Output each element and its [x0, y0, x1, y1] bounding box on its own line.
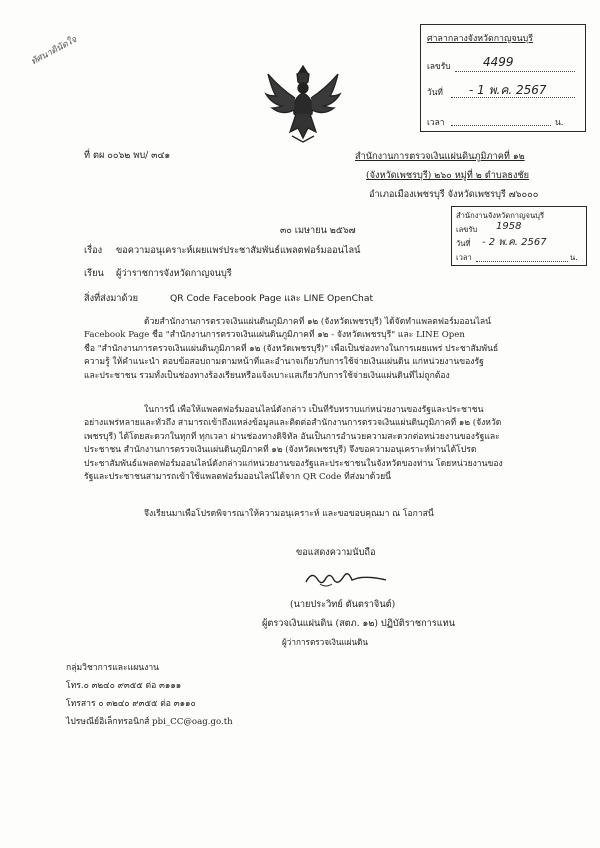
- stamp-receipt-number: 4499: [483, 55, 514, 69]
- signer-name: (นายประวิทย์ ตันตราจินต์): [290, 599, 396, 610]
- body-paragraph-3: [144, 508, 544, 521]
- paragraph-2-line: ในการนี้ เพื่อให้แพลตฟอร์มออนไลน์ดังกล่าว เป็นที่รับทราบแก่หน่วยงานของรัฐและประชาชน: [144, 405, 484, 415]
- document-date: ๓๐ เมษายน ๒๕๖๗: [280, 225, 356, 236]
- stamp2-time-unit: น.: [570, 253, 578, 262]
- attachment-text: QR Code Facebook Page และ LINE OpenChat: [170, 293, 374, 304]
- subject-text: ขอความอนุเคราะห์เผยแพร่ประชาสัมพันธ์แพลตฟอร์มออนไลน์: [116, 245, 361, 256]
- stamp-time-label: เวลา: [427, 117, 445, 127]
- paragraph-1-line: ชื่อ "สำนักงานการตรวจเงินแผ่นดินภูมิภาคที่ ๑๒ (จังหวัดเพชรบุรี)" เพื่อเป็นช่องทางในการเผยแพร่ ประชาสัมพันธ์: [84, 343, 499, 354]
- stamp-date-value: - 1 พ.ค. 2567: [469, 83, 547, 97]
- paragraph-1-line: และประชาชน รวมทั้งเป็นช่องทางร้องเรียนหรือแจ้งเบาะแสเกี่ยวกับการใช้จ่ายเงินแผ่นดินที่ไม่ถูกต้อง: [84, 370, 450, 381]
- signature-icon: [300, 566, 392, 592]
- stamp-date-dots: [451, 97, 575, 98]
- paragraph-1-line: Facebook Page ชื่อ "สำนักงานการตรวจเงินแผ่นดินภูมิภาคที่ ๑๒ - จังหวัดเพชรบุรี" และ LINE Open: [84, 330, 465, 341]
- receipt-stamp-provincial-hall: [420, 24, 586, 132]
- paragraph-3-line: จึงเรียนมาเพื่อโปรดพิจารณาให้ความอนุเคราะห์ และขอขอบคุณมา ณ โอกาสนี้: [144, 509, 434, 519]
- stamp2-date-label: วันที่: [456, 239, 471, 248]
- stamp-title: ศาลากลางจังหวัดกาญจนบุรี: [427, 34, 533, 44]
- closing-salutation: ขอแสดงความนับถือ: [296, 547, 376, 558]
- receipt-stamp-provincial-office: [451, 206, 587, 266]
- stamp2-time-label: เวลา: [456, 253, 472, 262]
- garuda-emblem-icon: [262, 58, 344, 144]
- paragraph-2-line: อย่างแพร่หลายและทั่วถึง สามารถเข้าถึงแหล่งข้อมูลและติดต่อสำนักงานการตรวจเงินแผ่นดินภูมิภาคที่ ๑๒ (จังหวัด: [84, 418, 502, 429]
- document-number: ที่ ตผ ๐๐๖๒ พบ/ ๓๔๑: [84, 150, 171, 161]
- paragraph-2-line: รัฐและประชาชนสามารถเข้าใช้แพลตฟอร์มออนไลน์ได้จาก QR Code ที่ส่งมาด้วยนี้: [84, 472, 392, 483]
- paragraph-2-line: เพชรบุรี) ได้โดยสะดวกในทุกที่ ทุกเวลา ผ่านช่องทางดิจิทัล อันเป็นการอำนวยความสะดวกต่อหน่วยงานของรัฐและ: [84, 431, 500, 442]
- stamp-time-dots: [451, 125, 551, 126]
- paragraph-2-line: ประชาชน สำนักงานการตรวจเงินแผ่นดินภูมิภาคที่ ๑๒ (จังหวัดเพชรบุรี) จึงขอความอนุเคราะห์ท่านได้โปรด: [84, 445, 477, 456]
- stamp2-receipt-number: 1958: [496, 221, 522, 232]
- stamp2-time-dots: [476, 261, 568, 262]
- signer-title-2: ผู้ว่าการตรวจเงินแผ่นดิน: [282, 637, 369, 647]
- subject-label: เรื่อง: [84, 245, 103, 256]
- contact-department: กลุ่มวิชาการและแผนงาน: [66, 663, 160, 673]
- recipient-text: ผู้ว่าราชการจังหวัดกาญจนบุรี: [116, 268, 232, 279]
- handwritten-note: ทัศนาดินัดใจ: [29, 34, 79, 68]
- stamp2-date-value: - 2 พ.ค. 2567: [482, 237, 547, 248]
- stamp2-title: สำนักงานจังหวัดกาญจนบุรี: [456, 211, 545, 220]
- paragraph-1-line: ความรู้ ให้คำแนะนำ ตอบข้อสอบถามตามหน้าที่และอำนาจเกี่ยวกับการใช้จ่ายเงินแผ่นดิน แก่หน่วยงานของรัฐ: [84, 357, 484, 368]
- sender-line-3: อำเภอเมืองเพชรบุรี จังหวัดเพชรบุรี ๗๖๐๐๐: [369, 189, 539, 200]
- sender-line-1: สำนักงานการตรวจเงินแผ่นดินภูมิภาคที่ ๑๒: [355, 151, 525, 162]
- paragraph-1-line: ด้วยสำนักงานการตรวจเงินแผ่นดินภูมิภาคที่ ๑๒ (จังหวัดเพชรบุรี) ได้จัดทำแพลตฟอร์มออนไลน์: [144, 317, 492, 327]
- signer-title: ผู้ตรวจเงินแผ่นดิน (สตภ. ๑๒) ปฏิบัติราชการแทน: [262, 618, 455, 629]
- paragraph-2-line: ประชาสัมพันธ์แพลตฟอร์มออนไลน์ดังกล่าวแก่หน่วยงานของรัฐและประชาชนในจังหวัดของท่าน โดยหน่วยงานของ: [84, 458, 503, 469]
- stamp2-receipt-label: เลขรับ: [456, 225, 478, 234]
- stamp-date-label: วันที่: [427, 87, 443, 97]
- attachment-label: สิ่งที่ส่งมาด้วย: [84, 293, 138, 304]
- body-paragraph-2: [84, 404, 530, 484]
- contact-email: ไปรษณีย์อิเล็กทรอนิกส์ pbi_CC@oag.go.th: [66, 717, 233, 727]
- contact-fax: โทรสาร ๐ ๓๒๔๐ ๙๓๕๕ ต่อ ๓๑๑๐: [66, 699, 196, 709]
- sender-line-2: (จังหวัดเพชรบุรี) ๒๖๐ หมู่ที่ ๒ ตำบลธงชัย: [366, 170, 530, 181]
- stamp-receipt-label: เลขรับ: [427, 61, 451, 71]
- body-paragraph-1: [84, 316, 530, 383]
- stamp-time-unit: น.: [555, 117, 564, 127]
- contact-phone: โทร.๐ ๓๒๔๐ ๙๓๕๕ ต่อ ๓๑๑๑: [66, 681, 182, 691]
- stamp-receipt-dots: [455, 71, 575, 72]
- recipient-label: เรียน: [84, 268, 104, 279]
